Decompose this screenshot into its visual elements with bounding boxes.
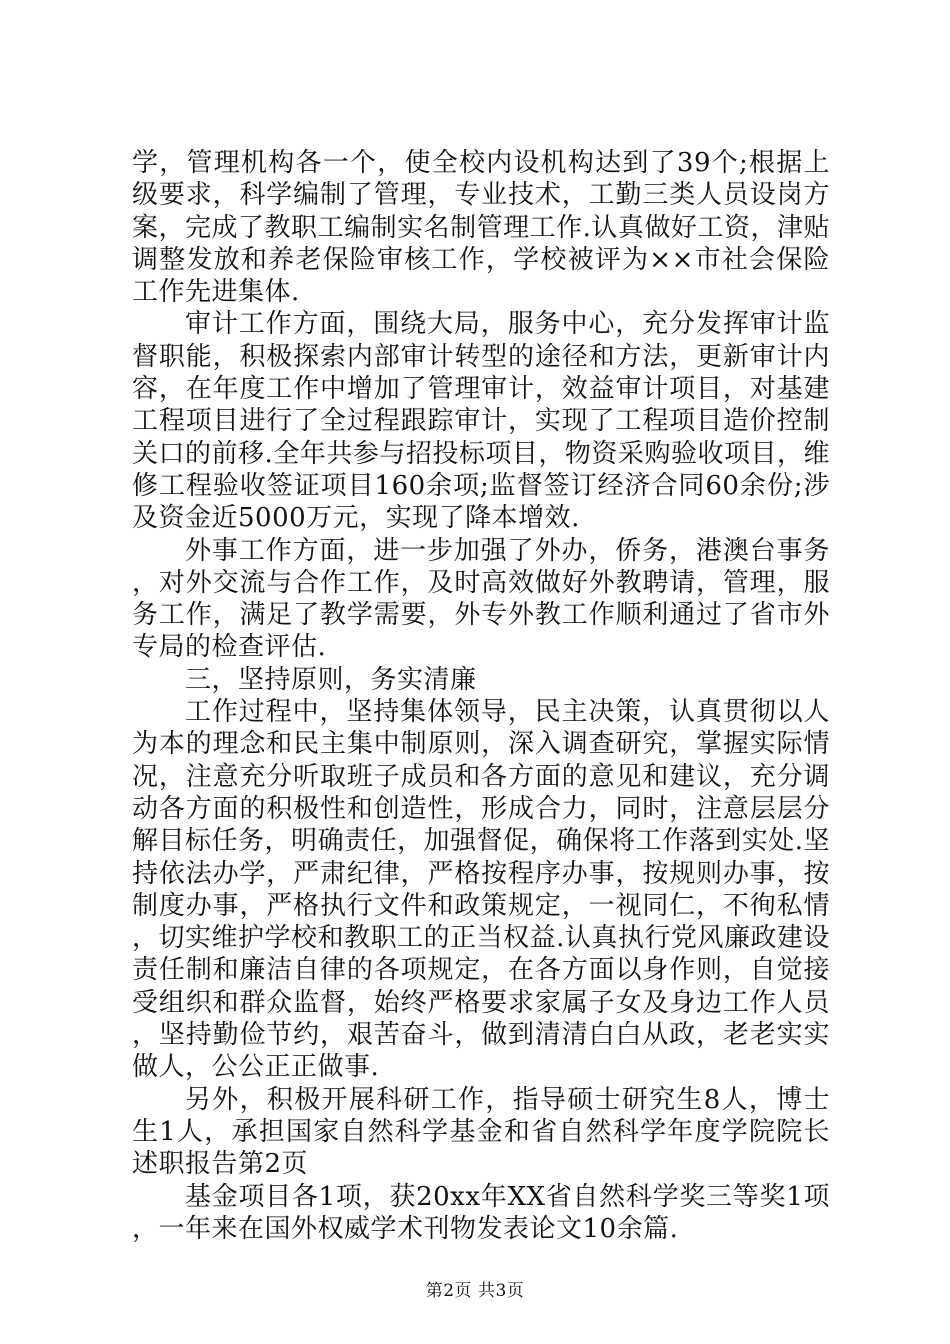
paragraph-foreign-affairs: 外事工作方面，进一步加强了外办，侨务，港澳台事务，对外交流与合作工作，及时高效做好外教聘请，管理，服务工作，满足了教学需要，外专外教工作顺利通过了省市外专局的检查评估.	[132, 535, 830, 663]
section-heading-3: 三，坚持原则，务实清廉	[185, 664, 477, 695]
paragraph-awards: 基金项目各1项，获20xx年XX省自然科学奖三等奖1项，一年来在国外权威学术刊物发表论文10余篇.	[132, 1181, 830, 1244]
document-body	[132, 147, 830, 1245]
paragraph-personnel: 学，管理机构各一个，使全校内设机构达到了39个;根据上级要求，科学编制了管理，专业技术，工勤三类人员设岗方案，完成了教职工编制实名制管理工作.认真做好工资，津贴调整发放和养老保险审核工作，学校被评为××市社会保险工作先进集体.	[132, 148, 830, 308]
page-footer: 第2页 共3页	[425, 1281, 525, 1301]
paragraph-audit: 审计工作方面，围绕大局，服务中心，充分发挥审计监督职能，积极探索内部审计转型的途径和方法，更新审计内容，在年度工作中增加了管理审计，效益审计项目，对基建工程项目进行了全过程跟踪审计，实现了工程项目造价控制关口的前移.全年共参与招投标项目，物资采购验收项目，维修工程验收签证项目160余项;监督签订经济合同60余份;涉及资金近5000万元，实现了降本增效.	[132, 309, 830, 534]
paragraph-research: 另外，积极开展科研工作，指导硕士研究生8人，博士生1人，承担国家自然科学基金和省自然科学年度学院院长述职报告第2页	[132, 1084, 830, 1180]
paragraph-principles: 工作过程中，坚持集体领导，民主决策，认真贯彻以人为本的理念和民主集中制原则，深入调查研究，掌握实际情况，注意充分听取班子成员和各方面的意见和建议，充分调动各方面的积极性和创造性，形成合力，同时，注意层层分解目标任务，明确责任，加强督促，确保将工作落到实处.坚持依法办学，严肃纪律，严格按程序办事，按规则办事，按制度办事，严格执行文件和政策规定，一视同仁，不徇私情，切实维护学校和教职工的正当权益.认真执行党风廉政建设责任制和廉洁自律的各项规定，在各方面以身作则，自觉接受组织和群众监督，始终严格要求家属子女及身边工作人员，坚持勤俭节约，艰苦奋斗，做到清清白白从政，老老实实做人，公公正正做事.	[132, 697, 830, 1083]
